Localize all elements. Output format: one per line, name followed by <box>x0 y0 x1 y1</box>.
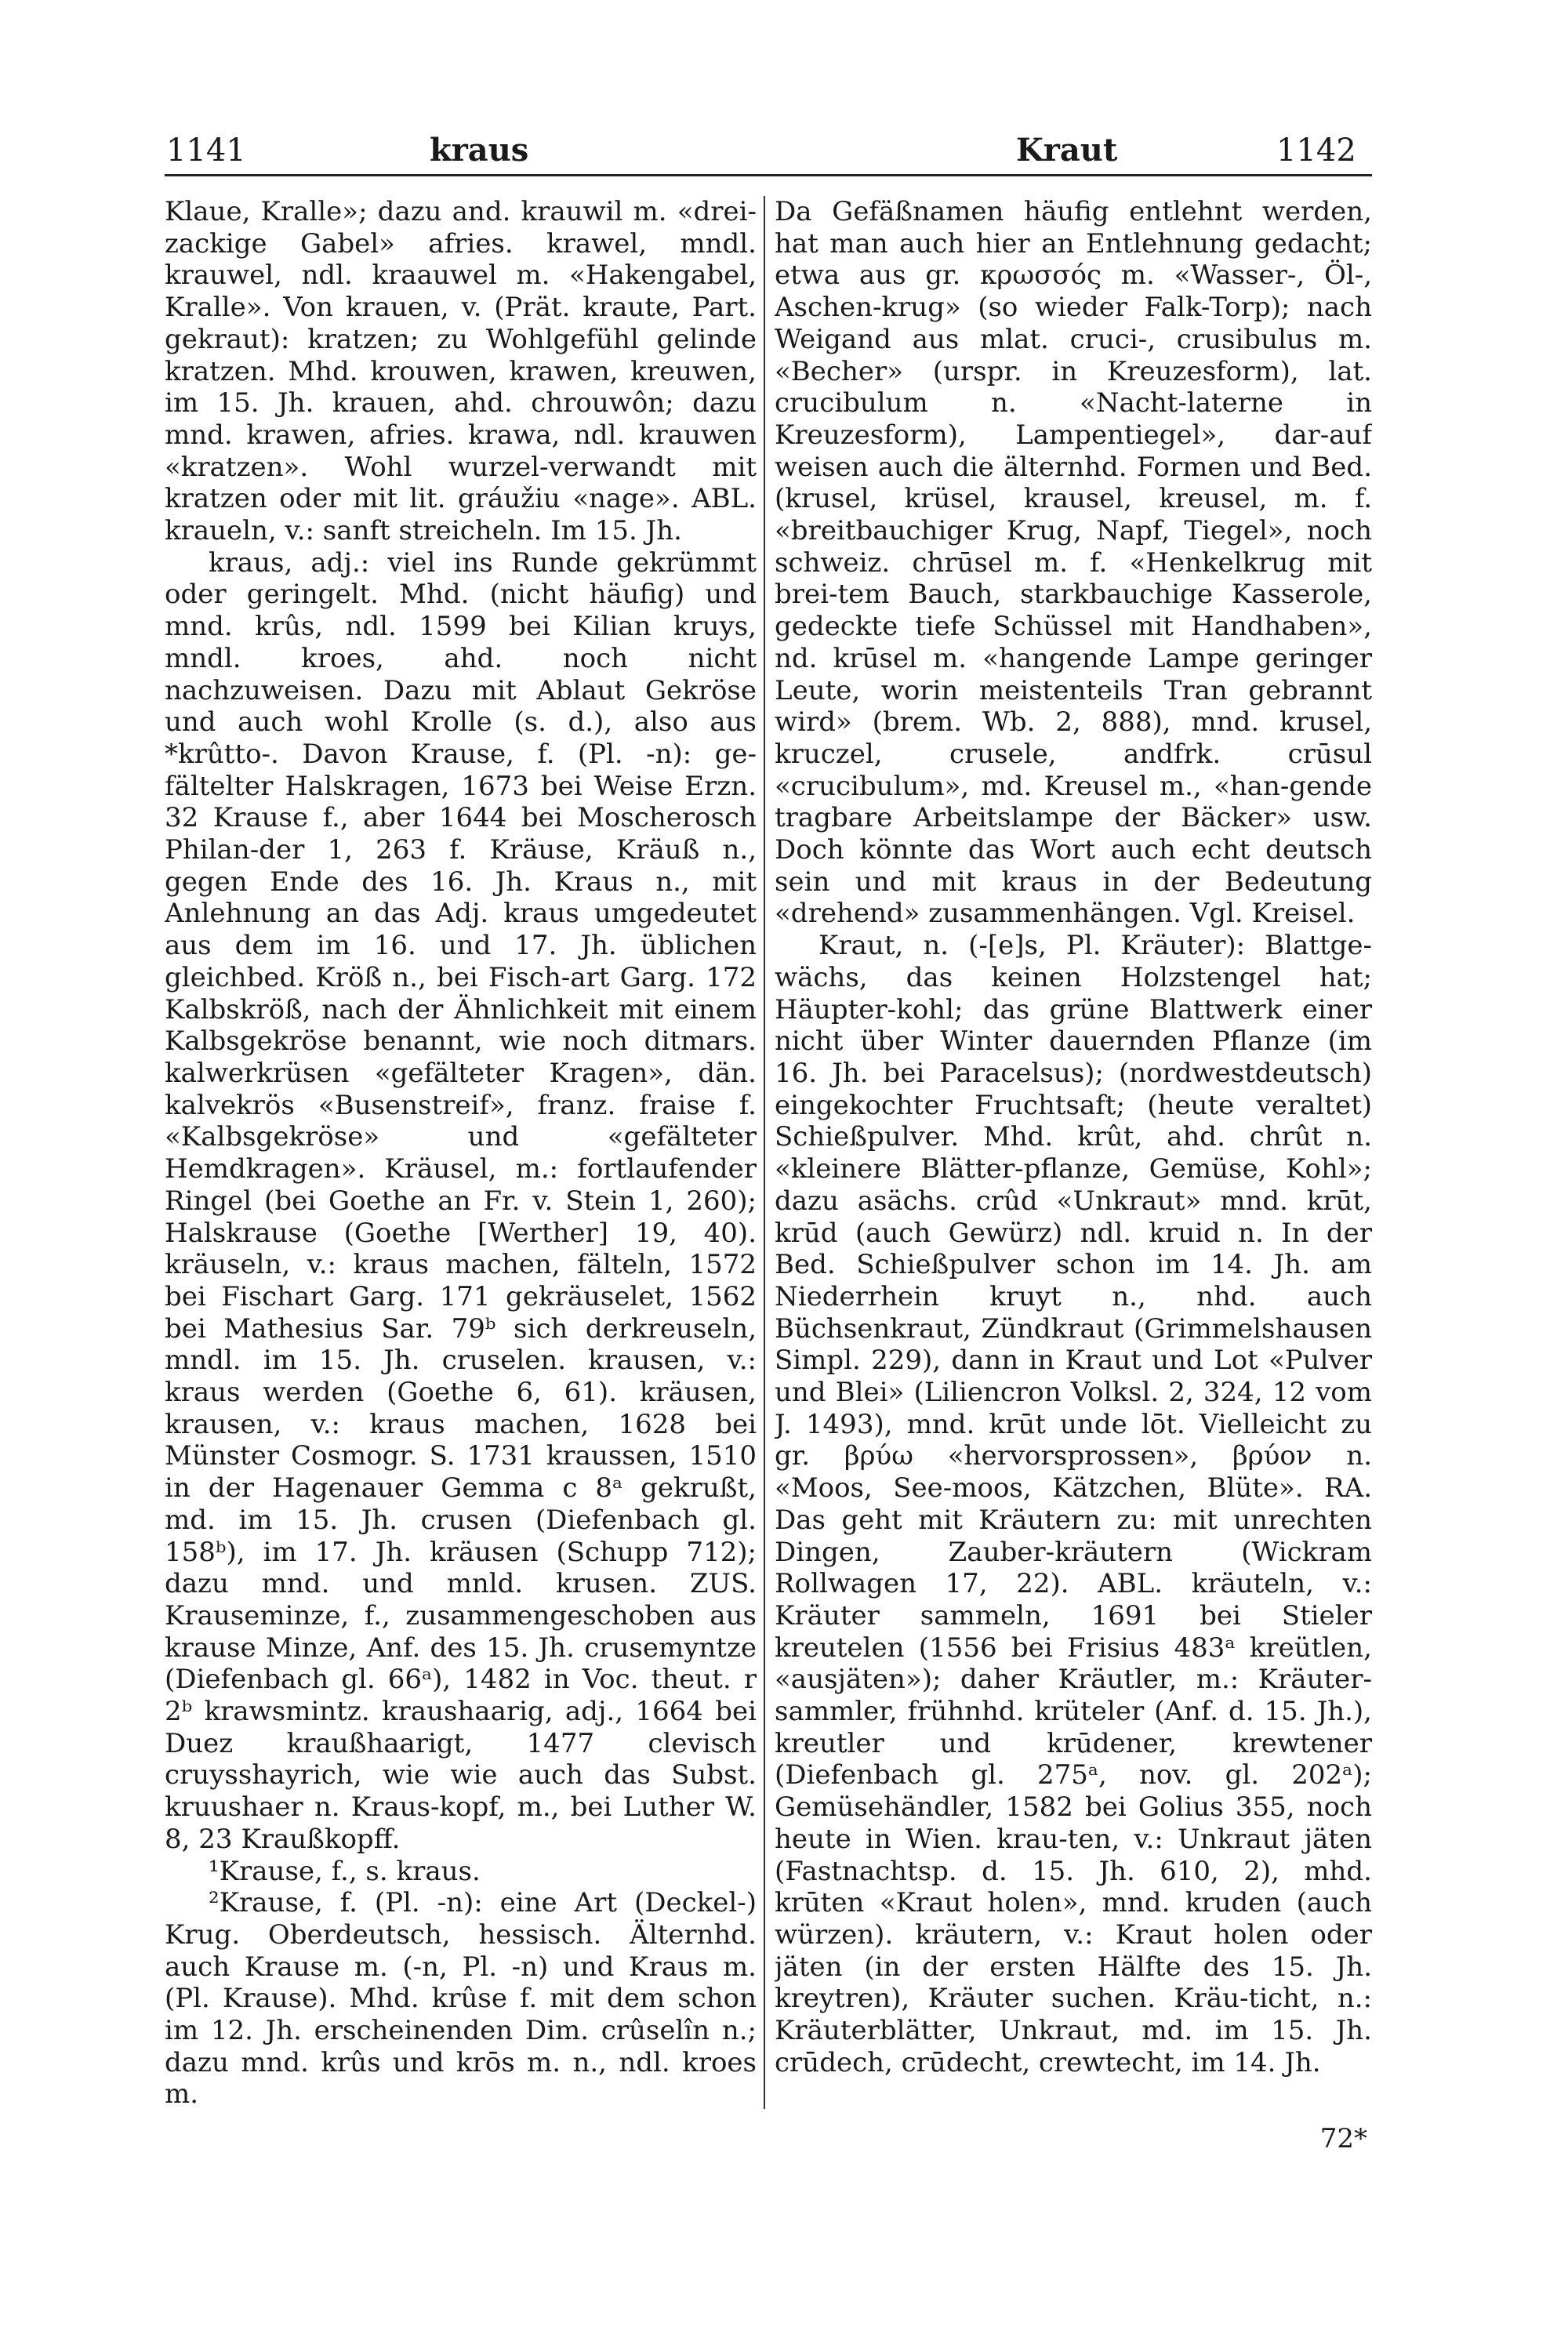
right-headword <box>1016 132 1117 169</box>
entry-krause-2: ²Krause, f. (Pl. -n): eine Art (Deckel-) Krug. Oberdeutsch, hessisch. Älternhd. auch Krause m. (-n, Pl. -n) und Kraus m. (Pl. Krause). Mhd. krûse f. mit dem schon im 12. Jh. erscheinenden Dim. crûselîn n.; dazu mnd. krûs und krōs m. n., ndl. kroes m. <box>165 1887 757 2109</box>
right-column <box>775 196 1372 2109</box>
right-headword-text: Kraut <box>1016 132 1118 169</box>
header-rule <box>165 174 1372 176</box>
left-page-number: 1141 <box>166 132 246 169</box>
entry-krause-1: ¹Krause, f., s. kraus. <box>209 1855 481 1887</box>
left-column <box>165 196 757 2109</box>
entry-kraut: Kraut, n. (-[e]s, Pl. Kräuter): Blattge-wächs, das keinen Holzstengel hat; Häupter-kohl; das grüne Blattwerk einer nicht über Winter dauernden Pflanze (im 16. Jh. bei Paracelsus); (nordwestdeutsch) eingekochter Fruchtsaft; (heute veraltet) Schießpulver. Mhd. krût, ahd. chrût n. «kleinere Blätter-pflanze, Gemüse, Kohl»; dazu asächs. crûd «Unkraut» mnd. krūt, krūd (auch Gewürz) ndl. kruid n. In der Bed. Schießpulver schon im 14. Jh. am Niederrhein kruyt n., nhd. auch Büchsenkraut, Zündkraut (Grimmelshausen Simpl. 229), dann in Kraut und Lot «Pulver und Blei» (Liliencron Volksl. 2, 324, 12 vom J. 1493), mnd. krūt unde lōt. Vielleicht zu gr. βρύω «hervorsprossen», βρύον n. «Moos, See-moos, Kätzchen, Blüte». RA. Das geht mit Kräutern zu: mit unrechten Dingen, Zauber-kräutern (Wickram Rollwagen 17, 22). ABL. kräuteln, v.: Kräuter sammeln, 1691 bei Stieler kreutelen (1556 bei Frisius 483ᵃ kreütlen, «ausjäten»); daher Kräutler, m.: Kräuter-sammler, frühnhd. krüteler (Anf. d. 15. Jh.), kreutler und krūdener, krewtener (Diefenbach gl. 275ᵃ, nov. gl. 202ᵃ); Gemüsehändler, 1582 bei Golius 355, noch heute in Wien. krau-ten, v.: Unkraut jäten (Fastnachtsp. d. 15. Jh. 610, 2), mhd. krūten «Kraut holen», mnd. kruden (auch würzen). kräutern, v.: Kraut holen oder jäten (in der ersten Hälfte des 15. Jh. kreytren), Kräuter suchen. Kräu-ticht, n.: Kräuterblätter, Unkraut, md. im 15. Jh. crūdech, crūdecht, crewtecht, im 14. Jh. <box>775 930 1372 2078</box>
entry-kraue-cont: Klaue, Kralle»; dazu and. krauwil m. «drei-zackige Gabel» afries. krawel, mndl. krauwel, ndl. kraauwel m. «Hakengabel, Kralle». Von krauen, v. (Prät. kraute, Part. gekraut): kratzen; zu Wohlgefühl gelinde kratzen. Mhd. krouwen, krawen, kreuwen, im 15. Jh. krauen, ahd. chrouwôn; dazu mnd. krawen, afries. krawa, ndl. krauwen «kratzen». Wohl wurzel-verwandt mit kratzen oder mit lit. gráužiu «nage». ABL. kraueln, v.: sanft streicheln. Im 15. Jh. <box>165 196 757 547</box>
signature-mark: 72* <box>1319 2123 1367 2154</box>
right-page-number: 1142 <box>1276 132 1356 169</box>
left-headword <box>430 132 528 169</box>
entry-krause-2-cont: Da Gefäßnamen häufig entlehnt werden, hat man auch hier an Entlehnung gedacht; etwa aus gr. κρωσσός m. «Wasser-, Öl-, Aschen-krug» (so wieder Falk-Torp); nach Weigand aus mlat. cruci-, crusibulus m. «Becher» (urspr. in Kreuzesform), lat. crucibulum n. «Nacht-laterne in Kreuzesform), Lampentiegel», dar-auf weisen auch die älternhd. Formen und Bed. (krusel, krüsel, krausel, kreusel, m. f. «breitbauchiger Krug, Napf, Tiegel», noch schweiz. chrūsel m. f. «Henkelkrug mit brei-tem Bauch, starkbauchige Kasserole, gedeckte tiefe Schüssel mit Handhaben», nd. krūsel m. «hangende Lampe geringer Leute, worin meistenteils Tran gebrannt wird» (brem. Wb. 2, 888), mnd. krusel, kruczel, crusele, andfrk. crūsul «crucibulum», md. Kreusel m., «han-gende tragbare Arbeitslampe der Bäcker» usw. Doch könnte das Wort auch echt deutsch sein und mit kraus in der Bedeutung «drehend» zusammenhängen. Vgl. Kreisel. <box>775 196 1372 930</box>
column-divider <box>764 196 765 2109</box>
left-headword-text: kraus <box>430 132 529 169</box>
entry-kraus: kraus, adj.: viel ins Runde gekrümmt oder geringelt. Mhd. (nicht häufig) und mnd. krûs, ndl. 1599 bei Kilian kruys, mndl. kroes, ahd. noch nicht nachzuweisen. Dazu mit Ablaut Gekröse und auch wohl Krolle (s. d.), also aus *krûtto-. Davon Krause, f. (Pl. -n): ge-fältelter Halskragen, 1673 bei Weise Erzn. 32 Krause f., aber 1644 bei Moscherosch Philan-der 1, 263 f. Kräuse, Kräuß n., gegen Ende des 16. Jh. Kraus n., mit Anlehnung an das Adj. kraus umgedeutet aus dem im 16. und 17. Jh. üblichen gleichbed. Kröß n., bei Fisch-art Garg. 172 Kalbskröß, nach der Ähnlichkeit mit einem Kalbsgekröse benannt, wie noch ditmars. kalwerkrüsen «gefälteter Kragen», dän. kalvekrös «Busenstreif», franz. fraise f. «Kalbsgekröse» und «gefälteter Hemdkragen». Kräusel, m.: fortlaufender Ringel (bei Goethe an Fr. v. Stein 1, 260); Halskrause (Goethe [Werther] 19, 40). kräuseln, v.: kraus machen, fälteln, 1572 bei Fischart Garg. 171 gekräuselet, 1562 bei Mathesius Sar. 79ᵇ sich derkreuseln, mndl. im 15. Jh. cruselen. krausen, v.: kraus werden (Goethe 6, 61). kräusen, krausen, v.: kraus machen, 1628 bei Münster Cosmogr. S. 1731 kraussen, 1510 in der Hagenauer Gemma c 8ᵃ gekrußt, md. im 15. Jh. crusen (Diefenbach gl. 158ᵇ), im 17. Jh. kräusen (Schupp 712); dazu mnd. und mnld. krusen. ZUS. Krauseminze, f., zusammengeschoben aus krause Minze, Anf. des 15. Jh. crusemyntze (Diefenbach gl. 66ᵃ), 1482 in Voc. theut. r 2ᵇ krawsmintz. kraushaarig, adj., 1664 bei Duez kraußhaarigt, 1477 clevisch cruysshayrich, wie wie auch das Subst. kruushaer n. Kraus-kopf, m., bei Luther W. 8, 23 Kraußkopff. <box>165 546 757 1855</box>
